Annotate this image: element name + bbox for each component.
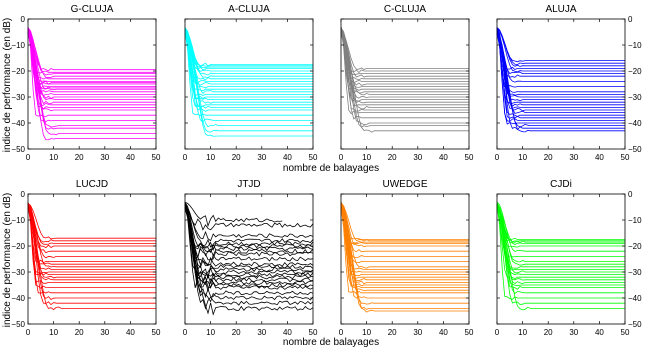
x-tick-label-a-cluja-1: 10: [206, 153, 216, 162]
x-tick-label-jtjd-2: 20: [231, 328, 241, 337]
panel-title-aluja: ALUJA: [545, 4, 577, 15]
x-tick-label-a-cluja-4: 40: [282, 153, 292, 162]
y-tick-label-g-cluja-2: −20: [11, 67, 25, 76]
panel-g-cluja: [11, 4, 161, 162]
panel-lucjd: [11, 179, 161, 337]
y-tick-label-aluja-0: 0: [628, 15, 633, 24]
plot-area-lucjd: [28, 194, 156, 324]
y-tick-label-g-cluja-3: −30: [11, 93, 25, 102]
x-tick-label-a-cluja-3: 30: [257, 153, 267, 162]
y-tick-label-aluja-1: −10: [628, 41, 642, 50]
x-tick-label-c-cluja-0: 0: [338, 153, 344, 162]
x-tick-label-a-cluja-0: 0: [182, 153, 188, 162]
x-tick-label-lucjd-5: 50: [151, 328, 161, 337]
x-tick-label-cjdi-3: 30: [569, 328, 579, 337]
y-tick-label-lucjd-2: −20: [11, 242, 25, 251]
x-tick-label-c-cluja-3: 30: [413, 153, 423, 162]
y-axis-label-top: indice de performance (en dB): [2, 17, 13, 153]
panel-title-cjdi: CJDi: [550, 179, 572, 190]
x-tick-label-cjdi-1: 10: [518, 328, 528, 337]
y-tick-label-aluja-2: −20: [628, 67, 642, 76]
panel-aluja: [495, 4, 642, 162]
y-tick-label-aluja-4: −40: [628, 119, 642, 128]
x-tick-label-lucjd-2: 20: [74, 328, 84, 337]
y-tick-label-lucjd-0: 0: [20, 190, 25, 199]
x-tick-label-lucjd-4: 40: [125, 328, 135, 337]
x-tick-label-uwedge-0: 0: [338, 328, 344, 337]
panel-title-jtjd: JTJD: [237, 179, 261, 190]
panel-uwedge: [339, 179, 474, 337]
y-tick-label-cjdi-2: −20: [628, 242, 642, 251]
x-tick-label-uwedge-3: 30: [413, 328, 423, 337]
panel-title-c-cluja: C-CLUJA: [383, 4, 427, 15]
x-tick-label-g-cluja-1: 10: [49, 153, 59, 162]
x-tick-label-jtjd-4: 40: [282, 328, 292, 337]
panel-title-a-cluja: A-CLUJA: [228, 4, 270, 15]
x-tick-label-aluja-0: 0: [494, 153, 500, 162]
panel-title-uwedge: UWEDGE: [382, 179, 428, 190]
y-tick-label-lucjd-3: −30: [11, 268, 25, 277]
y-tick-label-cjdi-1: −10: [628, 216, 642, 225]
x-tick-label-aluja-1: 10: [518, 153, 528, 162]
x-tick-label-g-cluja-5: 50: [151, 153, 161, 162]
x-tick-label-g-cluja-4: 40: [125, 153, 135, 162]
x-tick-label-jtjd-0: 0: [182, 328, 188, 337]
x-tick-label-uwedge-5: 50: [464, 328, 474, 337]
plot-area-cjdi: [497, 194, 625, 324]
x-tick-label-g-cluja-0: 0: [25, 153, 31, 162]
x-tick-label-cjdi-0: 0: [494, 328, 500, 337]
y-tick-label-lucjd-5: −50: [11, 320, 25, 329]
x-tick-label-lucjd-0: 0: [25, 328, 31, 337]
x-tick-label-jtjd-5: 50: [308, 328, 318, 337]
x-tick-label-aluja-4: 40: [594, 153, 604, 162]
x-tick-label-aluja-5: 50: [620, 153, 630, 162]
panel-cjdi: [495, 179, 642, 337]
y-tick-label-cjdi-3: −30: [628, 268, 642, 277]
x-tick-label-c-cluja-4: 40: [438, 153, 448, 162]
y-axis-label-bottom: indice de performance (en dB): [2, 192, 13, 328]
x-tick-label-jtjd-1: 10: [206, 328, 216, 337]
x-tick-label-lucjd-3: 30: [100, 328, 110, 337]
y-tick-label-cjdi-4: −40: [628, 294, 642, 303]
x-tick-label-jtjd-3: 30: [257, 328, 267, 337]
x-tick-label-a-cluja-5: 50: [308, 153, 318, 162]
y-tick-label-g-cluja-1: −10: [11, 41, 25, 50]
panel-title-g-cluja: G-CLUJA: [70, 4, 114, 15]
x-tick-label-c-cluja-2: 20: [387, 153, 397, 162]
x-tick-label-aluja-3: 30: [569, 153, 579, 162]
x-tick-label-aluja-2: 20: [543, 153, 553, 162]
panel-title-lucjd: LUCJD: [75, 179, 109, 190]
panel-jtjd: [183, 179, 318, 337]
y-tick-label-cjdi-0: 0: [628, 190, 633, 199]
y-tick-label-g-cluja-0: 0: [20, 15, 25, 24]
plot-area-aluja: [497, 19, 625, 149]
x-axis-label-top: nombre de balayages: [282, 163, 380, 174]
x-tick-label-c-cluja-5: 50: [464, 153, 474, 162]
x-tick-label-uwedge-4: 40: [438, 328, 448, 337]
x-tick-label-g-cluja-3: 30: [100, 153, 110, 162]
panel-a-cluja: [183, 4, 318, 162]
y-tick-label-g-cluja-4: −40: [11, 119, 25, 128]
y-tick-label-lucjd-4: −40: [11, 294, 25, 303]
y-tick-label-aluja-5: −50: [628, 145, 642, 154]
x-tick-label-uwedge-1: 10: [362, 328, 372, 337]
x-tick-label-cjdi-2: 20: [543, 328, 553, 337]
x-tick-label-cjdi-4: 40: [594, 328, 604, 337]
panel-c-cluja: [339, 4, 474, 162]
y-tick-label-cjdi-5: −50: [628, 320, 642, 329]
y-tick-label-g-cluja-5: −50: [11, 145, 25, 154]
x-tick-label-lucjd-1: 10: [49, 328, 59, 337]
x-tick-label-g-cluja-2: 20: [74, 153, 84, 162]
x-tick-label-cjdi-5: 50: [620, 328, 630, 337]
y-tick-label-aluja-3: −30: [628, 93, 642, 102]
x-tick-label-c-cluja-1: 10: [362, 153, 372, 162]
x-tick-label-a-cluja-2: 20: [231, 153, 241, 162]
x-axis-label-bottom: nombre de balayages: [282, 337, 380, 348]
x-tick-label-uwedge-2: 20: [387, 328, 397, 337]
y-tick-label-lucjd-1: −10: [11, 216, 25, 225]
